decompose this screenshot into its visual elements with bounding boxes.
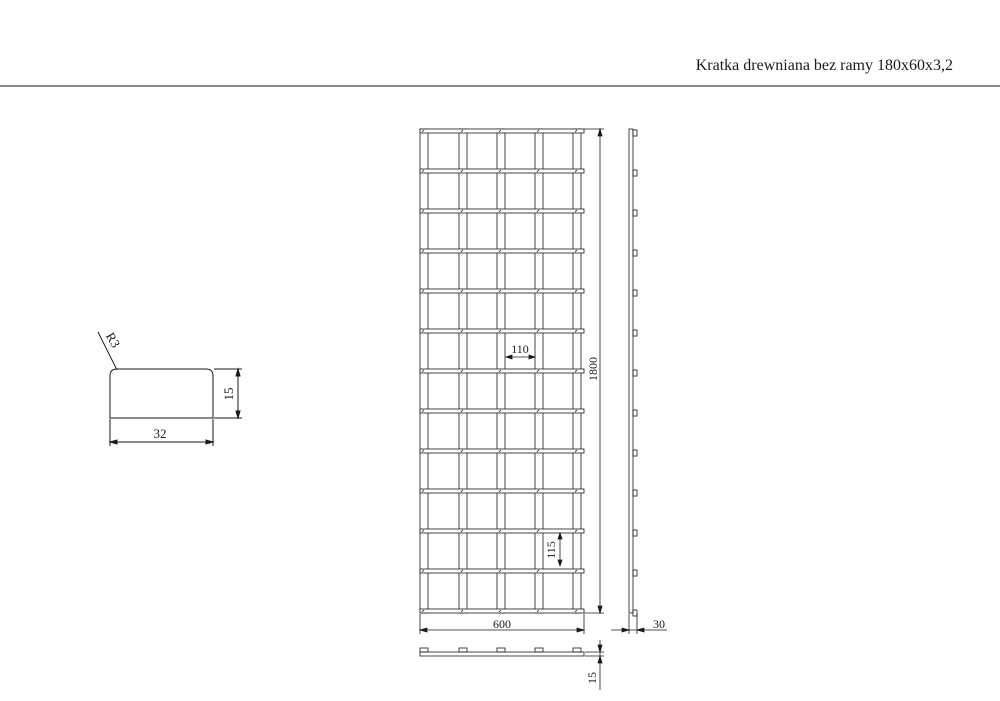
side-slat-profile bbox=[633, 170, 637, 176]
side-slat-profile bbox=[633, 210, 637, 216]
front-width-label: 600 bbox=[493, 617, 511, 631]
side-slat-profile bbox=[633, 130, 637, 136]
side-slat-profile bbox=[633, 370, 637, 376]
horizontal-slat bbox=[420, 209, 584, 213]
profile-outline bbox=[110, 369, 213, 418]
horizontal-slat bbox=[420, 569, 584, 573]
arrow-left bbox=[110, 440, 117, 444]
side-slat-profile bbox=[633, 330, 637, 336]
arrow-up bbox=[598, 656, 602, 663]
gap-vertical-label: 115 bbox=[544, 541, 558, 559]
drawing-title: Kratka drewniana bez ramy 180x60x3,2 bbox=[695, 57, 953, 74]
arrow-down bbox=[598, 645, 602, 652]
side-slat-profile bbox=[633, 610, 637, 616]
side-slat-profile bbox=[633, 530, 637, 536]
side-slat bbox=[629, 129, 633, 613]
front-height-label: 1800 bbox=[586, 357, 600, 381]
horizontal-slat bbox=[420, 169, 584, 173]
side-slat-profile bbox=[633, 290, 637, 296]
front-view-lattice bbox=[420, 129, 584, 613]
arrow-down bbox=[598, 606, 602, 613]
horizontal-slat bbox=[420, 449, 584, 453]
arrow-down bbox=[558, 560, 562, 566]
arrow-right bbox=[206, 440, 213, 444]
arrow-left bbox=[637, 628, 644, 632]
horizontal-slat bbox=[420, 529, 584, 533]
horizontal-slat bbox=[420, 249, 584, 253]
side-slat-profile bbox=[633, 570, 637, 576]
arrow-right bbox=[529, 355, 535, 359]
arrow-up bbox=[558, 533, 562, 539]
arrow-down bbox=[236, 411, 240, 418]
arrow-up bbox=[598, 129, 602, 136]
radius-label: R3 bbox=[102, 329, 124, 351]
arrow-right bbox=[622, 628, 629, 632]
side-depth-label: 30 bbox=[653, 617, 665, 631]
front-view-dimensions bbox=[420, 129, 604, 634]
top-slat bbox=[420, 652, 584, 656]
horizontal-slat bbox=[420, 329, 584, 333]
top-slat-profile bbox=[420, 648, 428, 652]
top-slat-profile bbox=[459, 648, 467, 652]
top-slat-profile bbox=[497, 648, 505, 652]
horizontal-slat bbox=[420, 609, 584, 613]
top-slat-profile bbox=[573, 648, 581, 652]
arrow-right bbox=[577, 628, 584, 632]
side-slat-profile bbox=[633, 410, 637, 416]
profile-height-label: 15 bbox=[221, 387, 236, 401]
top-view bbox=[420, 640, 604, 690]
arrow-up bbox=[236, 369, 240, 376]
top-slat-profile bbox=[535, 648, 543, 652]
top-height-label: 15 bbox=[585, 672, 599, 684]
horizontal-slat bbox=[420, 289, 584, 293]
horizontal-slat bbox=[420, 129, 584, 133]
horizontal-slat bbox=[420, 409, 584, 413]
horizontal-slat bbox=[420, 369, 584, 373]
side-slat-profile bbox=[633, 450, 637, 456]
arrow-left bbox=[420, 628, 427, 632]
profile-width-label: 32 bbox=[153, 426, 167, 441]
gap-horizontal-label: 110 bbox=[511, 342, 529, 356]
side-slat-profile bbox=[633, 490, 637, 496]
side-slat-profile bbox=[633, 250, 637, 256]
horizontal-slat bbox=[420, 489, 584, 493]
side-view bbox=[611, 129, 667, 634]
